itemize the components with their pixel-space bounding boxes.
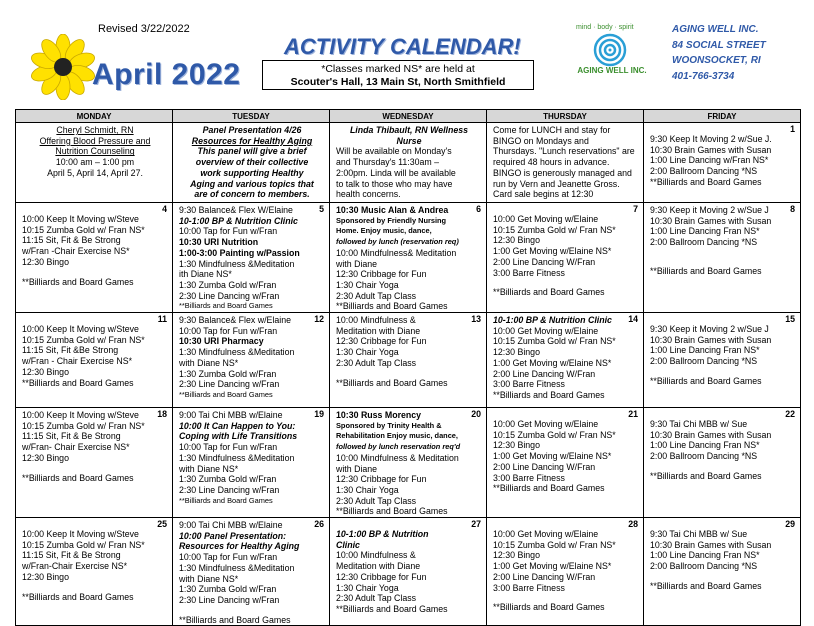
activity-line: Clinic	[336, 539, 360, 550]
activity-line: 10:00 Tap for Fun w/Fran	[179, 552, 278, 563]
activity-line: 1:00 Get Moving w/Elaine NS*	[493, 246, 612, 257]
activity-line: 1:30 Zumba Gold w/Fran	[179, 368, 277, 379]
activity-line: 10:00 Tap for Fun w/Fran	[179, 442, 278, 453]
activity-line: 2:30 Line Dancing w/Fran	[179, 594, 280, 605]
activity-line: Resources for Healthy Aging	[179, 541, 300, 552]
activity-line: 12:30 Bingo	[493, 347, 540, 358]
activity-line: 10:30 URI Nutrition	[179, 237, 259, 248]
activity-line: 12:30 Bingo	[22, 256, 69, 267]
activity-line: 12:30 Cribbage for Fun	[336, 571, 427, 582]
line-spacer	[22, 315, 168, 324]
activity-line: 9:00 Tai Chi MBB w/Elaine	[179, 520, 283, 531]
activity-line: w/Fran - Chair Exercise NS*	[22, 356, 132, 367]
line-spacer	[650, 367, 796, 376]
activity-line: 9:30 Tai Chi MBB w/ Sue	[650, 529, 748, 540]
day-cell	[173, 123, 330, 203]
day-number: 25	[157, 519, 167, 530]
activity-line: with Diane	[336, 258, 378, 269]
spiral-logo-icon	[580, 26, 640, 86]
activity-line: **Billiards and Board Games	[650, 265, 762, 276]
activity-line: 2:30 Adult Tap Class	[336, 593, 417, 604]
page-title: ACTIVITY CALENDAR!	[284, 34, 521, 59]
activity-line: 10:00 am – 1:00 pm	[55, 157, 135, 168]
activity-line: ith Diane NS*	[179, 269, 232, 280]
activity-line: BINGO is generously managed and	[493, 167, 632, 178]
activity-line: with Diane NS*	[179, 357, 239, 368]
day-number: 8	[790, 204, 795, 214]
activity-line: 10:00 Get Moving w/Elaine	[493, 214, 599, 224]
day-cell	[487, 313, 644, 408]
line-spacer	[650, 572, 796, 581]
activity-line: 1:00 Line Dancing Fran NS*	[650, 226, 760, 237]
activity-line: 9:00 Tai Chi MBB w/Elaine	[179, 410, 283, 421]
line-spacer	[493, 410, 639, 419]
day-header-wednesday: WEDNESDAY	[330, 110, 487, 123]
activity-line: Home. Enjoy music, dance,	[336, 226, 432, 236]
activity-line: to talk to those who may have	[336, 178, 453, 189]
activity-line: 12:30 Bingo	[22, 366, 69, 377]
activity-line: 12:30 Bingo	[493, 550, 540, 561]
activity-line: 10:15 Zumba Gold w/ Fran NS*	[493, 224, 616, 235]
day-cell	[644, 408, 801, 518]
activity-line: 10:00 Tap for Fun w/Fran	[179, 226, 278, 237]
activity-line: 2:00 Ballroom Dancing *NS	[650, 451, 758, 462]
activity-line: 12:30 Cribbage for Fun	[336, 269, 427, 280]
activity-line: w/Fran -Chair Exercise NS*	[22, 246, 130, 257]
activity-line: work supporting Healthy	[200, 167, 304, 178]
activity-line: 9:30 Tai Chi MBB w/ Sue	[650, 419, 748, 430]
activity-line: 3:00 Barre Fitness	[493, 267, 565, 278]
activity-line: Meditation with Diane	[336, 561, 421, 572]
activity-line: 10:00 Panel Presentation:	[179, 530, 287, 541]
day-number: 1	[790, 124, 795, 134]
activity-line: 2:30 Line Dancing w/Fran	[179, 484, 280, 495]
line-spacer	[336, 369, 482, 378]
activity-line: 1:30 Chair Yoga	[336, 279, 399, 290]
revised-date: Revised 3/22/2022	[98, 23, 190, 35]
day-number: 18	[157, 409, 167, 420]
activity-line: 10:00 Tap for Fun w/Fran	[179, 325, 278, 336]
day-number: 27	[471, 519, 481, 530]
activity-line: Nurse	[396, 135, 422, 146]
activity-line: 10:15 Zumba Gold w/ Fran NS*	[493, 429, 616, 440]
activity-line: 9:30 Balance& Flex W/Elaine	[179, 205, 293, 215]
activity-line: 1:00 Line Dancing Fran NS*	[650, 440, 760, 451]
activity-line: 1:30 Mindfulness &Meditation	[179, 452, 295, 463]
activity-line: 12:30 Bingo	[493, 235, 540, 246]
sunflower-icon	[28, 34, 98, 100]
day-number: 20	[471, 409, 481, 420]
day-number: 13	[471, 314, 481, 325]
activity-line: 1:00 Get Moving w/Elaine NS*	[493, 357, 612, 368]
activity-line: are of concern to members.	[194, 189, 310, 200]
activity-line: 10-1:00 BP & Nutrition	[336, 529, 429, 540]
activity-line: 10:15 Zumba Gold w/ Fran NS*	[22, 224, 145, 235]
location-note	[262, 60, 534, 90]
line-spacer	[22, 464, 168, 473]
day-number: 29	[785, 519, 795, 530]
activity-line: 1:30 Zumba Gold w/Fran	[179, 584, 277, 595]
activity-line: 2:00 Ballroom Dancing *NS	[650, 237, 758, 248]
line-spacer	[22, 268, 168, 277]
activity-line: 1:00 Get Moving w/Elaine NS*	[493, 561, 612, 572]
activity-line: **Billiards and Board Games	[650, 470, 762, 481]
activity-line: required 48 hours in advance.	[493, 157, 610, 168]
line-spacer	[650, 125, 796, 134]
activity-line: 1:30 Chair Yoga	[336, 582, 399, 593]
activity-line: 10:00 Get Moving w/Elaine	[493, 529, 599, 540]
activity-line: Panel Presentation 4/26	[202, 125, 302, 135]
activity-line: **Billiards and Board Games	[493, 602, 605, 613]
activity-line: 10:00 It Can Happen to You:	[179, 420, 296, 431]
line-spacer	[493, 205, 639, 214]
logo-tagline: mind · body · spirit	[576, 24, 634, 31]
activity-line: 10:00 Mindfulness& Meditation	[336, 247, 457, 258]
activity-line: **Billiards and Board Games	[22, 591, 134, 602]
day-number: 15	[785, 314, 795, 325]
activity-line: 1:30 Mindfulness &Meditation	[179, 562, 295, 573]
activity-line: 1:00 Get Moving w/Elaine NS*	[493, 451, 612, 462]
day-header-thursday: THURSDAY	[487, 110, 644, 123]
activity-line: **Billiards and Board Games	[179, 389, 273, 399]
activity-line: 2:00 Line Dancing W/Fran	[493, 461, 596, 472]
activity-line: **Billiards and Board Games	[493, 287, 605, 298]
activity-line: 2:00 Ballroom Dancing *NS	[650, 356, 758, 367]
day-header-tuesday: TUESDAY	[173, 110, 330, 123]
activity-line: **Billiards and Board Games	[336, 377, 448, 388]
activity-line: Rehabilitation Enjoy music, dance,	[336, 431, 458, 441]
activity-line: **Billiards and Board Games	[179, 495, 273, 505]
line-spacer	[22, 205, 168, 214]
line-spacer	[650, 462, 796, 471]
activity-line: **Billiards and Board Games	[22, 472, 134, 483]
activity-line: 9:30 Keep It Moving 2 w/Sue J.	[650, 134, 772, 144]
day-number: 22	[785, 409, 795, 420]
day-cell	[16, 123, 173, 203]
activity-line: Resources for Healthy Aging	[191, 135, 313, 146]
activity-line: 9:30 Keep it Moving 2 w/Sue J	[650, 205, 769, 215]
activity-line: 10:15 Zumba Gold w/ Fran NS*	[22, 539, 145, 550]
activity-line: 1:30 Chair Yoga	[336, 347, 399, 358]
activity-line: 12:30 Bingo	[493, 440, 540, 451]
activity-line: 1:00-3:00 Painting w/Passion	[179, 247, 300, 258]
activity-line: 12:30 Cribbage for Fun	[336, 336, 427, 347]
day-cell	[173, 313, 330, 408]
activity-line: Will be available on Monday's	[336, 146, 452, 157]
day-cell	[644, 518, 801, 626]
activity-line: **Billiards and Board Games	[336, 603, 448, 614]
activity-line: 10:00 Get Moving w/Elaine	[493, 325, 599, 336]
activity-line: 10:30 Brain Games with Susan	[650, 144, 772, 155]
activity-line: 10:30 URI Pharmacy	[179, 336, 264, 347]
activity-line: with Diane NS*	[179, 573, 239, 584]
activity-line: Coping with Life Transitions	[179, 431, 298, 442]
org-phone: 401-766-3734	[672, 70, 735, 82]
day-cell	[16, 313, 173, 408]
activity-line: 10:00 Mindfulness &	[336, 550, 416, 561]
day-cell	[487, 123, 644, 203]
day-number: 7	[633, 204, 638, 214]
activity-line: Cheryl Schmidt, RN	[56, 125, 134, 135]
day-number: 26	[314, 519, 324, 530]
activity-line: 2:00 Line Dancing W/Fran	[493, 571, 596, 582]
day-cell	[173, 408, 330, 518]
activity-line: 1:00 Line Dancing Fran NS*	[650, 550, 760, 561]
day-cell	[16, 518, 173, 626]
activity-line: 2:30 Line Dancing w/Fran	[179, 290, 280, 301]
activity-line: 1:30 Chair Yoga	[336, 484, 399, 495]
activity-line: **Billiards and Board Games	[650, 580, 762, 591]
day-header-friday: FRIDAY	[644, 110, 801, 123]
line-spacer	[22, 520, 168, 529]
activity-line: **Billiards and Board Games	[336, 506, 448, 517]
day-number: 14	[628, 314, 638, 325]
week-row	[16, 518, 801, 626]
activity-line: Nutrition Counseling	[55, 146, 135, 157]
line-spacer	[650, 315, 796, 324]
activity-line: April 5, April 14, April 27.	[47, 167, 143, 178]
line-spacer	[336, 520, 482, 529]
activity-line: 2:30 Line Dancing w/Fran	[179, 379, 280, 390]
activity-line: health concerns.	[336, 189, 401, 200]
activity-line: 10:30 Music Alan & Andrea	[336, 205, 449, 215]
activity-line: 1:00 Line Dancing w/Fran NS*	[650, 155, 769, 166]
activity-line: Aging and various topics that	[190, 178, 314, 189]
line-spacer	[493, 593, 639, 602]
activity-line: 1:30 Zumba Gold w/Fran	[179, 474, 277, 485]
activity-line: 1:30 Zumba Gold w/Fran	[179, 279, 277, 290]
day-cell	[487, 203, 644, 313]
day-cell	[330, 408, 487, 518]
activity-line: Sponsored by Friendly Nursing	[336, 215, 447, 225]
week-row	[16, 408, 801, 518]
day-cell	[330, 518, 487, 626]
activity-line: 10:00 Mindfulness &	[336, 315, 416, 326]
logo-name: AGING WELL INC.	[577, 66, 647, 75]
activity-line: Meditation with Diane	[336, 325, 421, 336]
activity-line: 1:30 Mindfulness &Meditation	[179, 347, 295, 358]
activity-line: 2:00 Line Dancing W/Fran	[493, 256, 596, 267]
org-city: WOONSOCKET, RI	[672, 55, 761, 66]
line-spacer	[650, 248, 796, 257]
activity-line: 2:00 Ballroom Dancing *NS	[650, 561, 758, 572]
activity-line: 12:30 Bingo	[22, 452, 69, 463]
activity-line: Sponsored by Trinity Health &	[336, 420, 442, 430]
activity-line: 10-1:00 BP & Nutrition Clinic	[179, 215, 298, 226]
day-number: 11	[157, 314, 167, 325]
activity-line: followed by lunch reservation req'd	[336, 442, 461, 452]
weekday-header-row	[16, 110, 801, 123]
activity-line: 2:00pm. Linda will be available	[336, 167, 456, 178]
activity-line: 10:00 Keep It Moving w/Steve	[22, 410, 139, 421]
activity-line: 11:15 Sit, Fit & Be Strong	[22, 431, 121, 442]
activity-line: 10:00 Keep It Moving w/Steve	[22, 529, 139, 540]
activity-line: 10:00 Get Moving w/Elaine	[493, 419, 599, 430]
activity-line: 10:30 Brain Games with Susan	[650, 429, 772, 440]
line-spacer	[650, 257, 796, 266]
activity-line: **Billiards and Board Games	[22, 377, 134, 388]
line-spacer	[650, 410, 796, 419]
activity-line: and Thursday's 11:30am –	[336, 157, 440, 168]
activity-line: 10:30 Brain Games with Susan	[650, 215, 772, 226]
activity-line: followed by lunch (reservation req)	[336, 237, 459, 247]
day-cell	[16, 408, 173, 518]
day-number: 5	[319, 204, 324, 214]
activity-line: This panel will give a brief	[197, 146, 307, 157]
activity-line: **Billiards and Board Games	[179, 614, 291, 625]
org-street: 84 SOCIAL STREET	[672, 39, 766, 51]
month-title: April 2022	[92, 58, 241, 91]
activity-line: 11:15 Sit, Fit &Be Strong	[22, 345, 119, 356]
activity-line: **Billiards and Board Games	[22, 276, 134, 287]
day-number: 6	[476, 204, 481, 214]
activity-line: **Billiards and Board Games	[650, 176, 762, 187]
activity-line: 11:15 Sit, Fit & Be Strong	[22, 235, 121, 246]
note-line-2: Scouter's Hall, 13 Main St, North Smithfield	[290, 76, 506, 88]
line-spacer	[22, 583, 168, 592]
activity-line: 12:30 Bingo	[22, 571, 69, 582]
day-cell	[487, 518, 644, 626]
day-cell	[330, 203, 487, 313]
activity-line: 2:30 Adult Tap Class	[336, 290, 417, 301]
activity-line: run by Vern and Jeanette Gross.	[493, 178, 620, 189]
activity-line: 10:15 Zumba Gold w/ Fran NS*	[22, 420, 145, 431]
activity-line: 2:00 Ballroom Dancing *NS	[650, 166, 758, 177]
week-row	[16, 203, 801, 313]
line-spacer	[650, 520, 796, 529]
activity-line: **Billiards and Board Games	[493, 483, 605, 494]
activity-line: 10:15 Zumba Gold w/ Fran NS*	[493, 539, 616, 550]
day-cell	[173, 518, 330, 626]
activity-line: 2:00 Line Dancing W/Fran	[493, 368, 596, 379]
activity-line: 9:30 Balance& Flex w/Elaine	[179, 315, 291, 326]
activity-line: 3:00 Barre Fitness	[493, 472, 565, 483]
activity-line: **Billiards and Board Games	[179, 301, 273, 311]
activity-line: 10:00 Keep It Moving w/Steve	[22, 324, 139, 335]
activity-line: BINGO on Mondays and	[493, 135, 589, 146]
activity-line: Thursdays. "Lunch reservations" are	[493, 146, 635, 157]
note-line-1: *Classes marked NS* are held at	[321, 63, 475, 75]
activity-line: overview of their collective	[195, 157, 309, 168]
activity-line: 10:15 Zumba Gold w/ Fran NS*	[493, 336, 616, 347]
activity-line: Offering Blood Pressure and	[39, 135, 151, 146]
activity-line: Linda Thibault, RN Wellness	[349, 125, 469, 135]
activity-line: 3:00 Barre Fitness	[493, 379, 565, 390]
activity-line: 11:15 Sit, Fit & Be Strong	[22, 550, 121, 561]
day-number: 19	[314, 409, 324, 420]
day-cell	[16, 203, 173, 313]
day-header-monday: MONDAY	[16, 110, 173, 123]
day-cell	[330, 313, 487, 408]
activity-line: 2:30 Adult Tap Class	[336, 357, 417, 368]
day-number: 4	[162, 204, 167, 214]
activity-line: w/Fran-Chair Exercise NS*	[22, 561, 128, 572]
activity-line: w/Fran- Chair Exercise NS*	[22, 442, 130, 453]
day-cell	[330, 123, 487, 203]
activity-line: 3:00 Barre Fitness	[493, 582, 565, 593]
line-spacer	[179, 606, 325, 615]
activity-line: 10:30 Brain Games with Susan	[650, 334, 772, 345]
activity-line: 2:30 Adult Tap Class	[336, 495, 417, 506]
activity-line: 1:30 Mindfulness &Meditation	[179, 258, 295, 269]
activity-line: **Billiards and Board Games	[493, 389, 605, 400]
day-cell	[644, 313, 801, 408]
activity-line: with Diane	[336, 463, 378, 474]
org-name: AGING WELL INC.	[672, 24, 759, 35]
activity-line: **Billiards and Board Games	[650, 375, 762, 386]
activity-line: 1:00 Line Dancing Fran NS*	[650, 345, 760, 356]
line-spacer	[493, 278, 639, 287]
activity-line: 10:00 Keep It Moving w/Steve	[22, 214, 139, 224]
activity-line: **Billiards and Board Games	[336, 301, 448, 312]
activity-calendar-table	[15, 109, 801, 626]
day-number: 21	[628, 409, 638, 420]
org-info	[672, 22, 766, 84]
week-row	[16, 123, 801, 203]
activity-line: 10:30 Russ Morency	[336, 410, 422, 421]
week-row	[16, 313, 801, 408]
activity-line: 12:30 Cribbage for Fun	[336, 474, 427, 485]
day-cell	[644, 123, 801, 203]
activity-line: 10:30 Brain Games with Susan	[650, 539, 772, 550]
activity-line: Come for LUNCH and stay for	[493, 125, 611, 135]
activity-line: 10:15 Zumba Gold w/ Fran NS*	[22, 334, 145, 345]
day-number: 12	[314, 314, 324, 325]
day-cell	[644, 203, 801, 313]
activity-line: 10-1:00 BP & Nutrition Clinic	[493, 315, 612, 326]
activity-line: with Diane NS*	[179, 463, 239, 474]
day-cell	[173, 203, 330, 313]
day-number: 28	[628, 519, 638, 530]
day-cell	[487, 408, 644, 518]
activity-line: 10:00 Mindfulness & Meditation	[336, 452, 459, 463]
activity-line: 9:30 Keep it Moving 2 w/Sue J	[650, 324, 769, 335]
activity-line: Card sale begins at 12:30	[493, 189, 594, 200]
line-spacer	[493, 520, 639, 529]
